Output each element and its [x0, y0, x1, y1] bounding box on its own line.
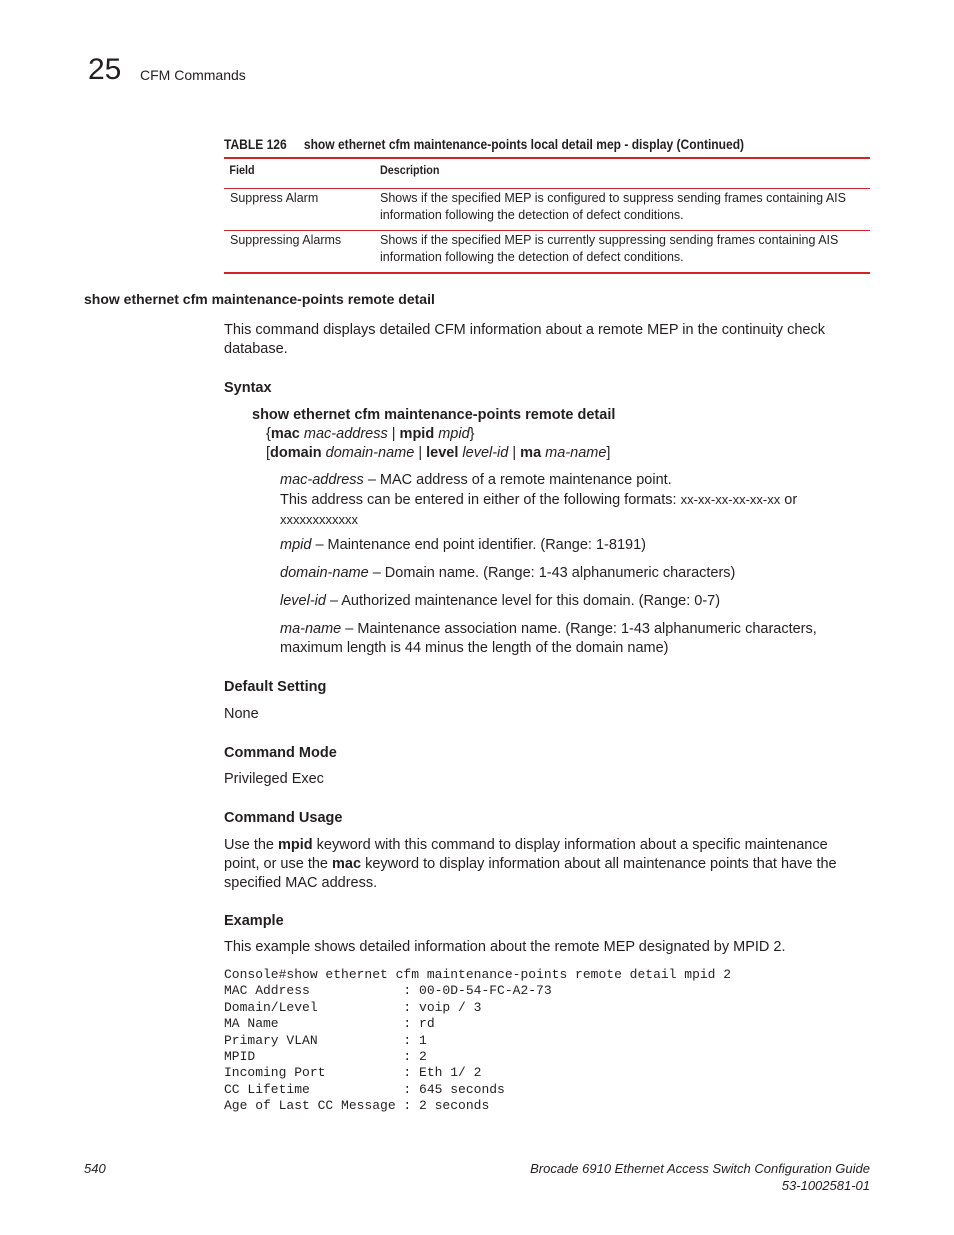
syntax-line-1 — [266, 425, 475, 443]
syntax-heading: Syntax — [224, 380, 272, 396]
example-code-block: Console#show ethernet cfm maintenance-points remote detail mpid 2 MAC Address : 00-0D-54-FC-A2-73 Domain/Level : voip / 3 MA Name : rd Primary VLAN : 1 MPID : 2 Incoming Port : Eth 1/ 2 CC Lifetime : 645 seconds Age of Last CC Message : 2 seconds — [224, 967, 732, 1114]
command-mode-text: Privileged Exec — [224, 771, 324, 787]
command-usage-text — [224, 836, 860, 893]
chapter-number: 25 — [88, 53, 122, 86]
field-description-table — [224, 157, 870, 274]
default-setting-text: None — [224, 706, 259, 722]
param-desc: – Authorized maintenance level for this domain. (Range: 0-7) — [325, 593, 721, 609]
table-row — [224, 231, 870, 274]
usage-part: Use the — [224, 837, 278, 853]
document-number: 53-1002581-01 — [781, 1178, 870, 1193]
brace-close: } — [469, 426, 475, 442]
table-cell-field: Suppress Alarm — [230, 191, 319, 205]
param-desc: – Maintenance end point identifier. (Range: 1-8191) — [311, 537, 646, 553]
usage-part: keyword with this command to display information about a specific maintenance point, or use the — [224, 837, 828, 872]
keyword-mac: mac — [270, 426, 300, 442]
table-row — [224, 189, 870, 231]
syntax-command: show ethernet cfm maintenance-points remote detail — [252, 407, 616, 423]
param-name: level-id — [280, 593, 326, 609]
table-cell-description: Shows if the specified MEP is configured to suppress sending frames containing AIS information following the detection of defect conditions. — [380, 191, 846, 222]
keyword-mpid: mpid — [399, 426, 435, 442]
arg-mpid: mpid — [438, 426, 470, 442]
table-cell-description: Shows if the specified MEP is currently suppressing sending frames containing AIS information following the detection of defect conditions. — [380, 233, 839, 264]
column-header-field: Field — [229, 163, 255, 177]
keyword-level: level — [426, 445, 459, 461]
param-mac-address — [280, 471, 860, 530]
param-name: mac-address — [280, 472, 364, 488]
chapter-title: CFM Commands — [140, 67, 246, 83]
param-desc: – Domain name. (Range: 1-43 alphanumeric characters) — [368, 565, 736, 581]
table-header-row — [224, 159, 870, 189]
param-domain-name — [280, 564, 860, 583]
param-mpid — [280, 536, 860, 555]
param-name: mpid — [280, 537, 312, 553]
separator: | — [508, 445, 521, 461]
format-2: xxxxxxxxxxxx — [280, 512, 358, 527]
param-name: domain-name — [280, 565, 369, 581]
table-caption — [224, 135, 744, 153]
separator: | — [414, 445, 427, 461]
keyword-mac: mac — [332, 856, 362, 872]
param-extra: This address can be entered in either of the following formats: — [280, 492, 681, 508]
example-heading: Example — [224, 913, 284, 929]
param-desc: – MAC address of a remote maintenance point. — [363, 472, 672, 488]
usage-part: keyword to display information about all maintenance points that have the specified MAC address. — [224, 856, 837, 891]
syntax-line-2 — [266, 444, 610, 462]
arg-level-id: level-id — [462, 445, 509, 461]
bracket-open: [ — [266, 445, 271, 461]
keyword-mpid: mpid — [278, 837, 313, 853]
param-desc: – Maintenance association name. (Range: 1-43 alphanumeric characters, maximum length is 44 minus the length of the domain name) — [280, 621, 817, 656]
table-caption-text: show ethernet cfm maintenance-points local detail mep - display (Continued) — [303, 136, 745, 152]
table-label: TABLE 126 — [224, 136, 287, 152]
arg-ma-name: ma-name — [545, 445, 607, 461]
example-text: This example shows detailed information about the remote MEP designated by MPID 2. — [224, 939, 786, 955]
brace-open: { — [266, 426, 271, 442]
section-title: show ethernet cfm maintenance-points remote detail — [84, 291, 435, 307]
param-or: or — [780, 492, 798, 508]
arg-mac-address: mac-address — [303, 426, 388, 442]
command-mode-heading: Command Mode — [224, 745, 337, 761]
keyword-ma: ma — [520, 445, 542, 461]
param-ma-name — [280, 620, 860, 658]
column-header-description: Description — [380, 163, 440, 177]
command-usage-heading: Command Usage — [224, 810, 343, 826]
keyword-domain: domain — [270, 445, 322, 461]
separator: | — [387, 426, 400, 442]
default-setting-heading: Default Setting — [224, 679, 327, 695]
section-intro: This command displays detailed CFM information about a remote MEP in the continuity check database. — [224, 322, 825, 357]
param-name: ma-name — [280, 621, 342, 637]
bracket-close: ] — [606, 445, 611, 461]
page-number: 540 — [84, 1161, 106, 1176]
table-cell-field: Suppressing Alarms — [230, 233, 342, 247]
arg-domain-name: domain-name — [325, 445, 415, 461]
param-level-id — [280, 592, 860, 611]
document-title: Brocade 6910 Ethernet Access Switch Configuration Guide — [530, 1161, 870, 1176]
format-1: xx-xx-xx-xx-xx-xx — [680, 492, 781, 507]
